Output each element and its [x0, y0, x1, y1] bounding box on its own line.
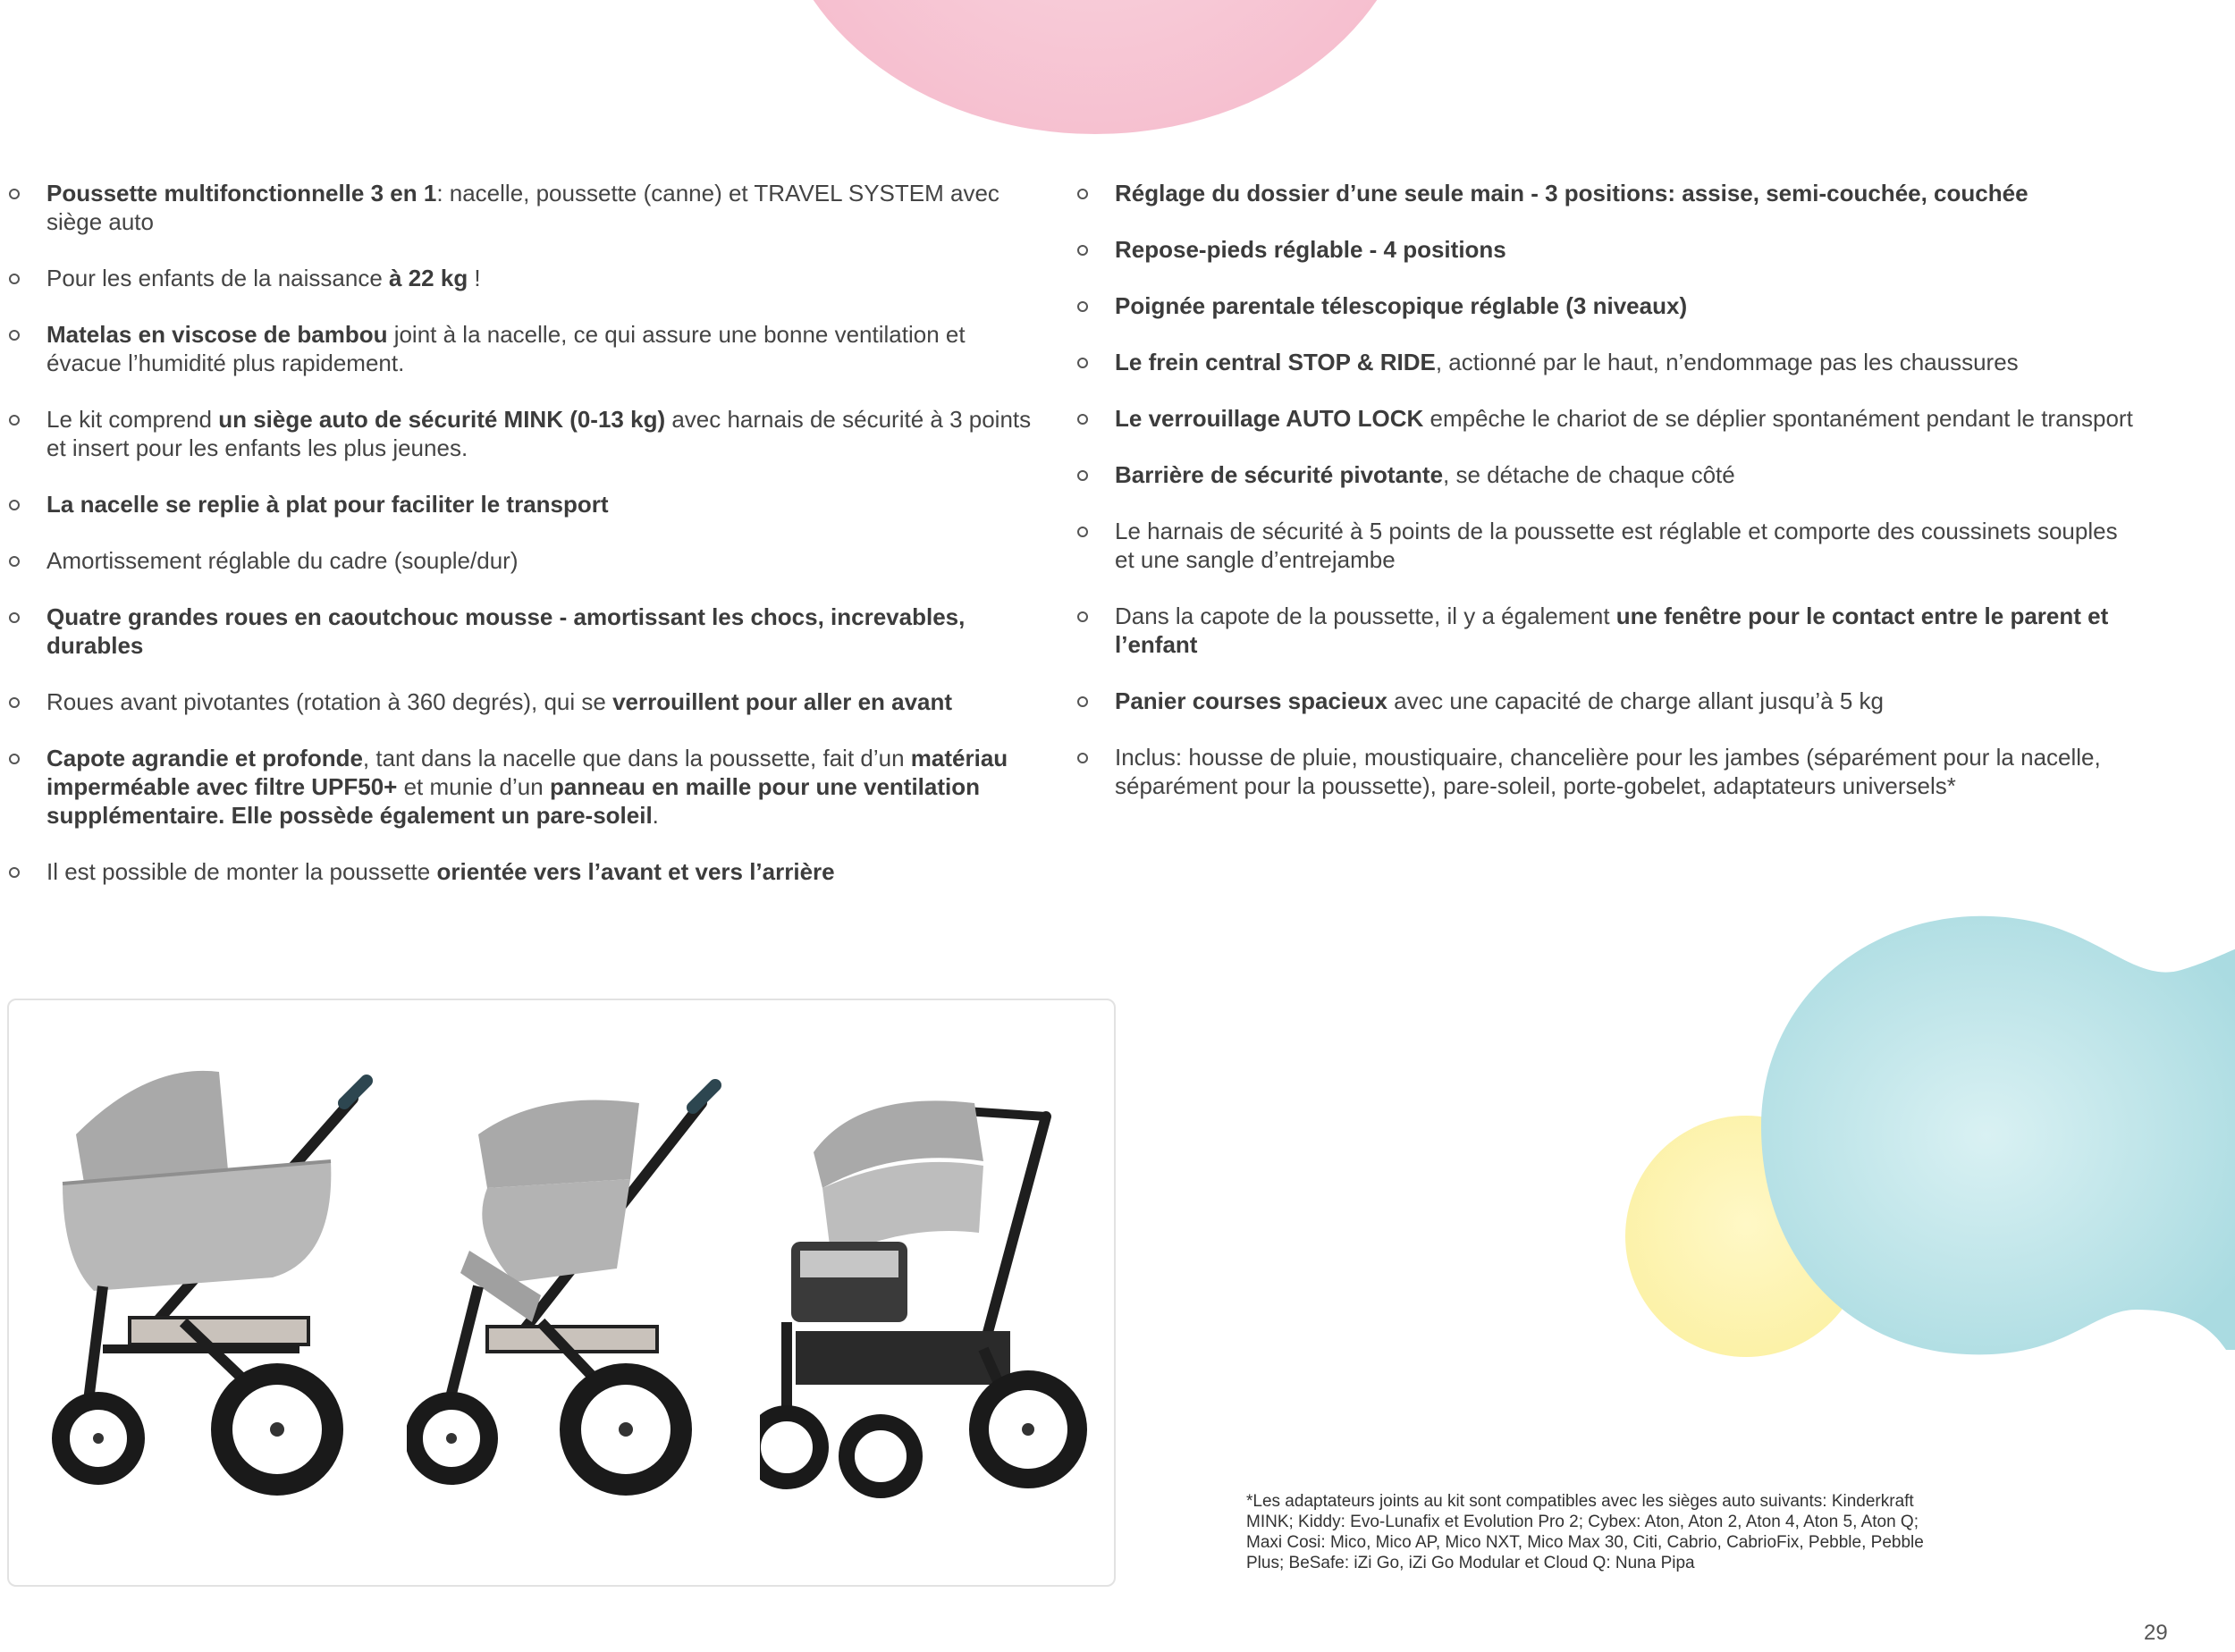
- list-item-text: [46, 321, 966, 376]
- list-item: [1077, 460, 2141, 489]
- list-item-text: [46, 745, 1008, 829]
- circle-bullet-icon: [9, 754, 20, 764]
- text: , se détache de chaque côté: [1443, 461, 1735, 488]
- list-item-text: [1115, 292, 1687, 319]
- list-item-text: [1115, 236, 1506, 263]
- page-number: 29: [2144, 1621, 2168, 1645]
- text: : nacelle, poussette (canne) et TRAVEL SYSTEM avec siège auto: [46, 180, 999, 235]
- list-item: [9, 490, 1046, 518]
- list-item: [1077, 404, 2141, 433]
- list-item-text: [1115, 744, 2101, 799]
- bold-text: panneau en maille pour une ventilation supplémentaire. Elle possède également un pare-soleil: [46, 773, 981, 829]
- bold-text: matériau imperméable avec filtre UPF50+: [46, 745, 1008, 800]
- list-item: [9, 603, 1046, 660]
- text: Le kit comprend: [46, 406, 219, 433]
- list-item-text: [1115, 687, 1884, 714]
- circle-bullet-icon: [9, 697, 20, 708]
- list-item-text: [1115, 518, 2118, 573]
- text: Inclus: housse de pluie, moustiquaire, chancelière pour les jambes (séparément pour la nacelle, séparément pour la poussette), pare-soleil, porte-gobelet, adaptateurs universels*: [1115, 744, 2101, 799]
- bold-text: un siège auto de sécurité MINK (0-13 kg): [218, 406, 666, 433]
- circle-bullet-icon: [1077, 753, 1088, 763]
- text: , actionné par le haut, n’endommage pas les chaussures: [1435, 349, 2019, 375]
- circle-bullet-icon: [9, 867, 20, 878]
- circle-bullet-icon: [1077, 245, 1088, 256]
- circle-bullet-icon: [9, 274, 20, 284]
- list-item-text: [46, 547, 518, 574]
- list-item-text: [1115, 180, 2028, 206]
- list-item-text: [1115, 349, 2019, 375]
- circle-bullet-icon: [1077, 470, 1088, 481]
- stroller-carrycot-image: [49, 1054, 398, 1501]
- text: Roues avant pivotantes (rotation à 360 degrés), qui se: [46, 688, 613, 715]
- list-item-text: [46, 491, 609, 518]
- bold-text: Réglage du dossier d’une seule main - 3 positions: assise, semi-couchée, couchée: [1115, 180, 2028, 206]
- circle-bullet-icon: [9, 415, 20, 426]
- bold-text: orientée vers l’avant et vers l’arrière: [436, 858, 835, 885]
- text: avec une capacité de charge allant jusqu’à 5 kg: [1387, 687, 1884, 714]
- list-item: [1077, 348, 2141, 376]
- list-item: [1077, 291, 2141, 320]
- text: Amortissement réglable du cadre (souple/dur): [46, 547, 519, 574]
- pink-circle-decoration: [773, 0, 1417, 134]
- stroller-seat-image: [407, 1054, 738, 1501]
- features-list-right: [1077, 179, 2141, 800]
- bold-text: Le frein central STOP & RIDE: [1115, 349, 1436, 375]
- list-item-text: [1115, 603, 2108, 658]
- list-item-text: [46, 265, 481, 291]
- list-item-text: [46, 406, 1031, 461]
- circle-bullet-icon: [1077, 414, 1088, 425]
- list-item: [9, 320, 1046, 377]
- bold-text: La nacelle se replie à plat pour faciliter le transport: [46, 491, 609, 518]
- circle-bullet-icon: [9, 612, 20, 623]
- list-item-text: [46, 688, 952, 715]
- text: avec harnais de sécurité à 3 points et insert pour les enfants les plus jeunes.: [46, 406, 1032, 461]
- text: Le harnais de sécurité à 5 points de la poussette est réglable et comporte des coussinets souples et une sangle d’entrejambe: [1115, 518, 2118, 573]
- list-item: [1077, 235, 2141, 264]
- blue-blob-decoration: [1761, 903, 2235, 1350]
- text: empêche le chariot de se déplier spontanément pendant le transport: [1423, 405, 2133, 432]
- bold-text: Poignée parentale télescopique réglable (3 niveaux): [1115, 292, 1688, 319]
- list-item: [9, 687, 1046, 716]
- list-item: [1077, 517, 2141, 574]
- list-item-text: [46, 858, 835, 885]
- text: .: [652, 802, 659, 829]
- product-image-panel: [7, 999, 1116, 1587]
- list-item: [9, 179, 1046, 236]
- circle-bullet-icon: [1077, 611, 1088, 622]
- list-item-text: [1115, 461, 1735, 488]
- bold-text: à 22 kg: [389, 265, 468, 291]
- bold-text: Quatre grandes roues en caoutchouc mousse - amortissant les chocs, increvables, durables: [46, 603, 966, 659]
- text: Dans la capote de la poussette, il y a également: [1115, 603, 1616, 629]
- circle-bullet-icon: [1077, 527, 1088, 537]
- list-item: [1077, 743, 2141, 800]
- circle-bullet-icon: [1077, 301, 1088, 312]
- list-item: [1077, 602, 2141, 659]
- circle-bullet-icon: [1077, 358, 1088, 368]
- bold-text: Matelas en viscose de bambou: [46, 321, 388, 348]
- bold-text: une fenêtre pour le contact entre le parent et l’enfant: [1115, 603, 2109, 658]
- list-item: [1077, 179, 2141, 207]
- list-item: [9, 264, 1046, 292]
- bold-text: Barrière de sécurité pivotante: [1115, 461, 1444, 488]
- text: !: [468, 265, 481, 291]
- bold-text: Panier courses spacieux: [1115, 687, 1387, 714]
- text: Il est possible de monter la poussette: [46, 858, 437, 885]
- list-item-text: [1115, 405, 2133, 432]
- circle-bullet-icon: [9, 189, 20, 199]
- list-item-text: [46, 603, 965, 659]
- bold-text: Le verrouillage AUTO LOCK: [1115, 405, 1424, 432]
- features-list-left: [9, 179, 1046, 886]
- list-item: [1077, 687, 2141, 715]
- list-item: [9, 546, 1046, 575]
- footnote: *Les adaptateurs joints au kit sont compatibles avec les sièges auto suivants: Kinderkraft MINK; Kiddy: Evo-Lunafix et Evolution Pro 2; Cybex: Aton, Aton 2, Aton 4, Aton 5, Aton Q; Maxi Cosi: Mico, Mico AP, Mico NXT, Mico Max 30, Citi, Cabrio, CabrioFix, Pebble, Pebble Plus; BeSafe: iZi Go, iZi Go Modular et Cloud Q: Nuna Pipa: [1246, 1492, 1924, 1572]
- bold-text: Capote agrandie et profonde: [46, 745, 363, 771]
- text: , tant dans la nacelle que dans la poussette, fait d’un: [362, 745, 911, 771]
- list-item: [9, 405, 1046, 462]
- text: et munie d’un: [397, 773, 550, 800]
- list-item: [9, 857, 1046, 886]
- circle-bullet-icon: [9, 556, 20, 567]
- text: Pour les enfants de la naissance: [46, 265, 390, 291]
- text: joint à la nacelle, ce qui assure une bonne ventilation et évacue l’humidité plus rapidement.: [46, 321, 966, 376]
- circle-bullet-icon: [9, 500, 20, 510]
- bold-text: Repose-pieds réglable - 4 positions: [1115, 236, 1506, 263]
- bold-text: Poussette multifonctionnelle 3 en 1: [46, 180, 437, 206]
- circle-bullet-icon: [1077, 696, 1088, 707]
- list-item-text: [46, 180, 999, 235]
- travel-system-image: [760, 1054, 1100, 1501]
- circle-bullet-icon: [1077, 189, 1088, 199]
- circle-bullet-icon: [9, 330, 20, 341]
- list-item: [9, 744, 1046, 830]
- bold-text: verrouillent pour aller en avant: [612, 688, 953, 715]
